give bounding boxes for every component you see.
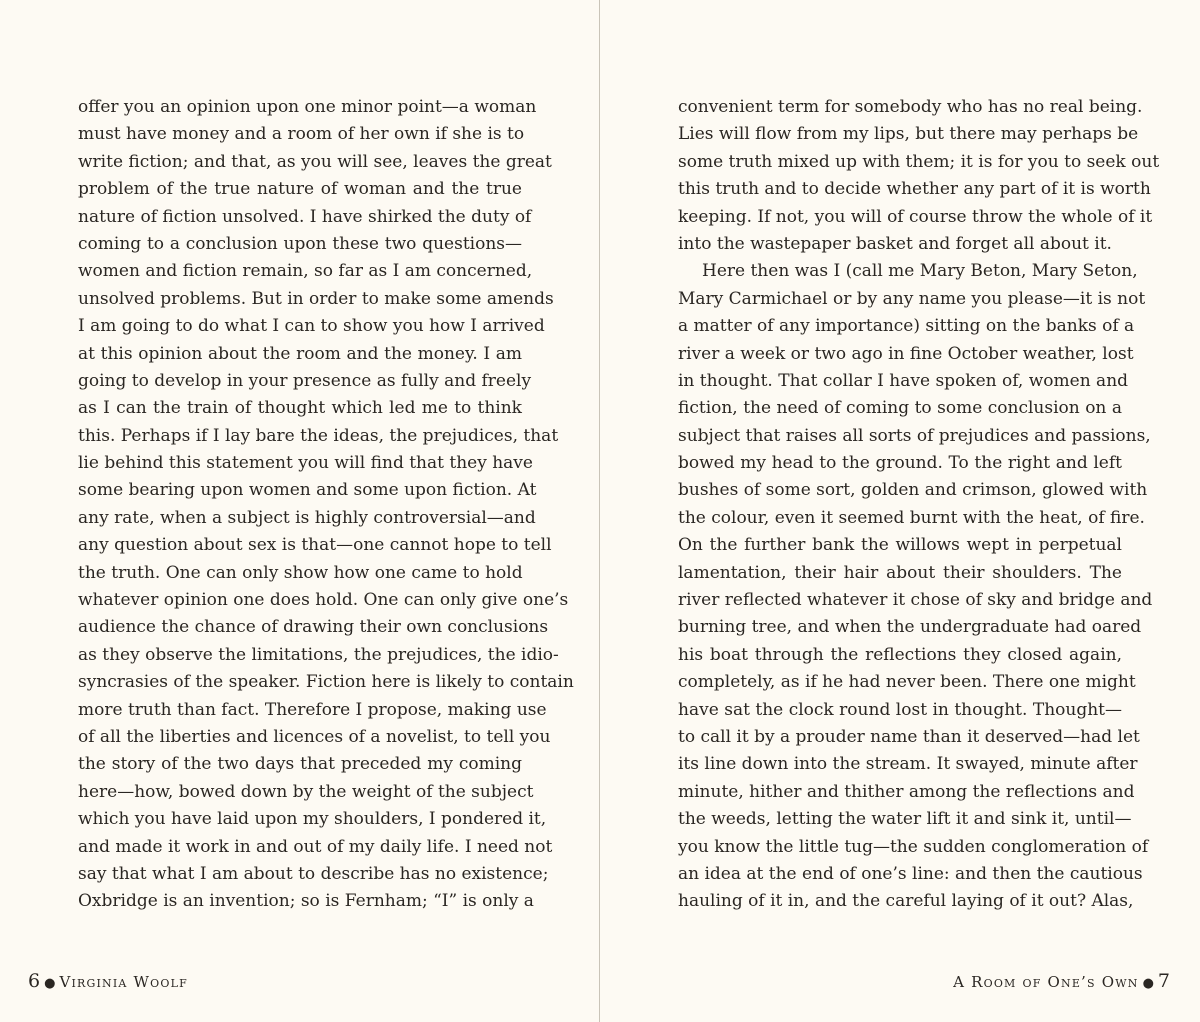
text-line: Here then was I (call me Mary Beton, Mary Seton, xyxy=(702,261,1138,282)
running-head-title: A Room of One’s Own xyxy=(953,973,1139,991)
text-line: Lies will flow from my lips, but there may perhaps be xyxy=(678,124,1139,145)
right-page-footer xyxy=(953,970,1170,992)
text-line: some bearing upon women and some upon fiction. At xyxy=(78,480,537,501)
text-line: going to develop in your presence as fully and freely xyxy=(78,370,532,391)
text-line: more truth than fact. Therefore I propose, making use xyxy=(78,699,547,720)
text-line: any question about sex is that—one cannot hope to tell xyxy=(78,535,552,556)
text-line: nature of fiction unsolved. I have shirked the duty of xyxy=(78,206,532,227)
text-line: and made it work in and out of my daily life. I need not xyxy=(78,836,553,857)
text-line: this. Perhaps if I lay bare the ideas, the prejudices, that xyxy=(78,425,559,446)
text-line: write fiction; and that, as you will see, leaves the great xyxy=(78,151,552,172)
page-gutter-divider xyxy=(599,0,600,1022)
text-line: the truth. One can only show how one came to hold xyxy=(78,562,523,583)
right-page-body xyxy=(678,94,1160,916)
text-line: syncrasies of the speaker. Fiction here is likely to contain xyxy=(78,672,574,693)
text-line: say that what I am about to describe has no existence; xyxy=(78,863,549,884)
text-line: completely, as if he had never been. There one might xyxy=(678,672,1136,693)
text-line: of all the liberties and licences of a novelist, to tell you xyxy=(78,726,551,747)
text-line: in thought. That collar I have spoken of, women and xyxy=(678,370,1129,391)
bullet-icon: ● xyxy=(1142,976,1154,991)
text-line: whatever opinion one does hold. One can only give one’s xyxy=(78,590,569,611)
text-line: which you have laid upon my shoulders, I pondered it, xyxy=(78,809,547,830)
left-page-footer xyxy=(28,970,188,992)
text-line: bushes of some sort, golden and crimson, glowed with xyxy=(678,480,1148,501)
text-line: subject that raises all sorts of prejudices and passions, xyxy=(678,425,1151,446)
text-line: here—how, bowed down by the weight of the subject xyxy=(78,781,534,802)
text-line: convenient term for somebody who has no real being. xyxy=(678,97,1143,117)
text-line: Mary Carmichael or by any name you please—it is not xyxy=(678,288,1146,309)
text-line: to call it by a prouder name than it deserved—had let xyxy=(678,726,1140,747)
text-line: On the further bank the willows wept in perpetual xyxy=(678,535,1122,556)
text-line: some truth mixed up with them; it is for you to seek out xyxy=(678,151,1160,172)
text-line: river reflected whatever it chose of sky and bridge and xyxy=(678,590,1153,611)
text-line: any rate, when a subject is highly controversial—and xyxy=(78,507,536,528)
text-line: the colour, even it seemed burnt with the heat, of fire. xyxy=(678,507,1145,528)
text-line: have sat the clock round lost in thought. Thought— xyxy=(678,699,1122,720)
text-line: as I can the train of thought which led me to think xyxy=(78,398,522,419)
text-line: lie behind this statement you will find that they have xyxy=(78,453,533,474)
text-line: you know the little tug—the sudden conglomeration of xyxy=(678,836,1149,857)
text-line: offer you an opinion upon one minor point—a woman xyxy=(78,97,537,117)
text-line: I am going to do what I can to show you how I arrived xyxy=(78,316,545,337)
bullet-icon: ● xyxy=(44,976,56,991)
text-line: bowed my head to the ground. To the right and left xyxy=(678,453,1122,474)
text-line: keeping. If not, you will of course throw the whole of it xyxy=(678,206,1153,227)
text-line: audience the chance of drawing their own conclusions xyxy=(78,617,549,638)
text-line: the weeds, letting the water lift it and sink it, until— xyxy=(678,809,1132,830)
text-line: lamentation, their hair about their shoulders. The xyxy=(678,562,1122,583)
text-line: women and fiction remain, so far as I am concerned, xyxy=(78,261,533,282)
running-head-author: Virginia Woolf xyxy=(59,973,188,991)
text-line: burning tree, and when the undergraduate had oared xyxy=(678,617,1142,638)
left-page-body xyxy=(78,94,574,916)
text-line: hauling of it in, and the careful laying of it out? Alas, xyxy=(678,891,1134,912)
text-line: minute, hither and thither among the reflections and xyxy=(678,781,1135,802)
text-line: a matter of any importance) sitting on the banks of a xyxy=(678,316,1135,337)
page-number-right: 7 xyxy=(1157,970,1170,992)
text-line: his boat through the reflections they closed again, xyxy=(678,644,1122,665)
text-line: its line down into the stream. It swayed, minute after xyxy=(678,754,1138,775)
text-line: problem of the true nature of woman and the true xyxy=(78,179,522,200)
text-line: into the wastepaper basket and forget all about it. xyxy=(678,233,1112,254)
text-line: coming to a conclusion upon these two questions— xyxy=(78,233,522,254)
text-line: at this opinion about the room and the money. I am xyxy=(78,343,522,364)
text-line: as they observe the limitations, the prejudices, the idio- xyxy=(78,644,559,665)
text-line: river a week or two ago in fine October weather, lost xyxy=(678,343,1134,364)
text-line: the story of the two days that preceded my coming xyxy=(78,754,522,775)
text-line: fiction, the need of coming to some conclusion on a xyxy=(678,398,1122,419)
text-line: an idea at the end of one’s line: and then the cautious xyxy=(678,863,1143,884)
text-line: must have money and a room of her own if she is to xyxy=(78,124,525,145)
text-line: this truth and to decide whether any part of it is worth xyxy=(678,179,1151,200)
text-line: unsolved problems. But in order to make some amends xyxy=(78,288,554,309)
page-number-left: 6 xyxy=(28,970,41,992)
text-line: Oxbridge is an invention; so is Fernham; “I” is only a xyxy=(78,891,534,912)
